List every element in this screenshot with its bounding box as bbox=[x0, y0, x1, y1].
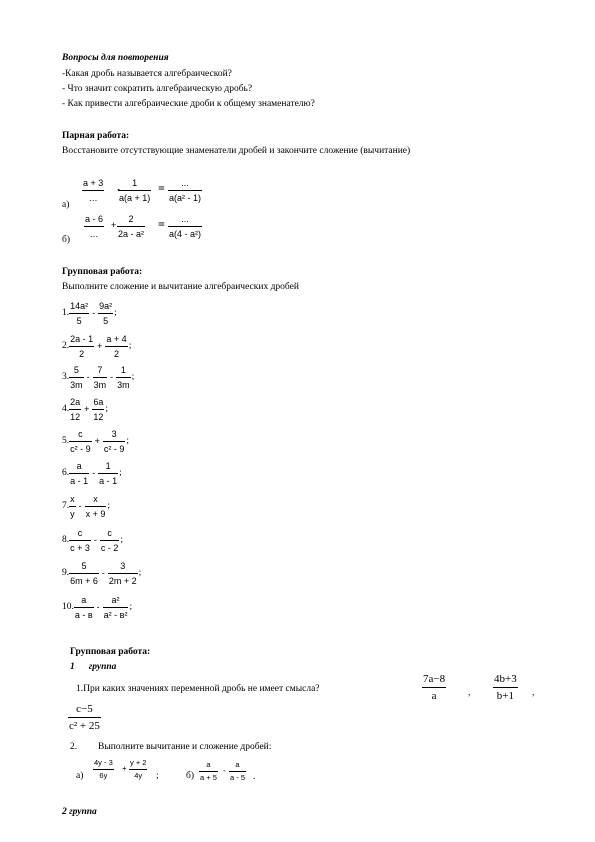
fraction bbox=[98, 301, 113, 326]
task-1-fraction-2 bbox=[493, 673, 518, 702]
numerator: a - 6 bbox=[85, 214, 104, 224]
denominator: 2a - a² bbox=[118, 229, 145, 239]
operator: - bbox=[110, 372, 114, 382]
task-1-fraction-3 bbox=[68, 703, 101, 732]
numerator: a bbox=[81, 594, 87, 605]
numerator: 5 bbox=[81, 560, 87, 571]
numerator: ... bbox=[181, 178, 189, 188]
task-1-fraction-1 bbox=[422, 673, 446, 702]
denominator: 6m + 6 bbox=[70, 575, 98, 586]
denominator: a - 1 bbox=[99, 475, 118, 486]
denominator: c - 2 bbox=[100, 542, 119, 553]
denominator: 2 bbox=[114, 348, 120, 359]
fraction bbox=[69, 397, 81, 422]
task-2a-label: а) bbox=[76, 771, 84, 781]
exercise-number: 9. bbox=[62, 567, 70, 578]
numerator: 3 bbox=[111, 428, 117, 439]
denominator: a(4 - a²) bbox=[169, 229, 202, 239]
exercise-item bbox=[62, 594, 132, 620]
equals-sign: = bbox=[158, 217, 165, 231]
operator: - bbox=[92, 308, 96, 318]
denominator: 5 bbox=[76, 315, 82, 326]
denominator: a - 1 bbox=[70, 475, 89, 486]
equals-sign: = bbox=[158, 181, 165, 195]
semicolon: ; bbox=[156, 771, 159, 781]
denominator: a bbox=[431, 690, 437, 702]
denominator: 12 bbox=[70, 411, 81, 422]
pair-a-label: а) bbox=[62, 200, 70, 210]
semicolon: ; bbox=[107, 500, 111, 511]
fraction bbox=[85, 494, 107, 519]
fraction bbox=[69, 429, 92, 454]
operator: + bbox=[97, 341, 103, 351]
denominator: a + 5 bbox=[200, 773, 217, 782]
task-2b-fraction-2 bbox=[229, 761, 246, 782]
exercise-item bbox=[62, 560, 141, 586]
denominator: a² - в² bbox=[103, 609, 128, 620]
semicolon: ; bbox=[129, 601, 133, 612]
group-1-label: группа bbox=[88, 662, 117, 672]
numerator: c bbox=[77, 527, 83, 538]
pair-a-result-fraction bbox=[168, 178, 202, 203]
numerator: 7a−8 bbox=[423, 673, 446, 685]
pair-b-label: б) bbox=[62, 235, 70, 245]
operator: - bbox=[117, 184, 120, 194]
group-work-task: Выполните сложение и вычитание алгебраических дробей bbox=[62, 282, 299, 292]
denominator: … bbox=[88, 193, 98, 203]
denominator: a(a² - 1) bbox=[169, 193, 202, 203]
numerator: a bbox=[206, 760, 211, 769]
denominator: c² - 9 bbox=[103, 443, 125, 454]
numerator: 7 bbox=[97, 364, 103, 375]
exercise-number: 3. bbox=[62, 371, 70, 382]
comma: , bbox=[468, 688, 471, 698]
fraction bbox=[98, 461, 118, 486]
fraction bbox=[100, 528, 120, 553]
pair-work-task: Восстановите отсутствующие знаменатели дробей и закончите сложение (вычитание) bbox=[62, 146, 411, 156]
denominator: 3m bbox=[117, 379, 130, 390]
denominator: 5 bbox=[103, 315, 109, 326]
denominator: 4y bbox=[134, 771, 143, 780]
task-2b-fraction-1 bbox=[199, 761, 218, 782]
numerator: 1 bbox=[132, 178, 138, 188]
numerator: 3 bbox=[120, 560, 126, 571]
fraction bbox=[108, 561, 138, 586]
numerator: y + 2 bbox=[130, 758, 147, 767]
numerator: ... bbox=[181, 214, 189, 224]
review-question-3: - Как привести алгебраические дроби к общему знаменателю? bbox=[62, 99, 315, 109]
numerator: a + 4 bbox=[106, 333, 127, 344]
denominator: c² + 25 bbox=[69, 720, 100, 732]
denominator: c + 3 bbox=[70, 542, 90, 553]
fraction bbox=[103, 429, 126, 454]
operator: - bbox=[93, 535, 97, 545]
exercise-number: 4. bbox=[62, 403, 70, 414]
exercise-item bbox=[62, 300, 117, 326]
semicolon: ; bbox=[138, 567, 142, 578]
pair-b-fraction-1 bbox=[84, 214, 104, 239]
fraction bbox=[69, 301, 89, 326]
exercise-item bbox=[62, 364, 134, 390]
fraction bbox=[105, 334, 127, 359]
numerator: 4b+3 bbox=[494, 673, 517, 685]
fraction bbox=[69, 334, 94, 359]
fraction bbox=[69, 494, 76, 519]
operator: - bbox=[223, 766, 226, 775]
numerator: 4y - 3 bbox=[94, 758, 113, 767]
operator: + bbox=[94, 436, 100, 446]
denominator: y bbox=[70, 508, 75, 519]
operator: - bbox=[86, 372, 90, 382]
group-work-title: Групповая работа: bbox=[62, 267, 143, 277]
numerator: 1 bbox=[120, 364, 126, 375]
numerator: a bbox=[76, 460, 82, 471]
operator: + bbox=[84, 404, 90, 414]
numerator: 14a² bbox=[70, 300, 89, 311]
denominator: 3m bbox=[93, 379, 107, 390]
review-question-2: - Что значит сократить алгебраическую дробь? bbox=[62, 84, 253, 94]
fraction bbox=[69, 461, 89, 486]
group-2-heading: 2 группа bbox=[62, 807, 97, 817]
exercise-item bbox=[62, 333, 131, 359]
exercise-item bbox=[62, 396, 108, 422]
denominator: … bbox=[89, 229, 99, 239]
exercise-number: 6. bbox=[62, 467, 70, 478]
task-2b-label: б) bbox=[186, 771, 194, 781]
operator: - bbox=[92, 468, 96, 478]
fraction bbox=[116, 365, 131, 390]
fraction bbox=[69, 561, 99, 586]
denominator: a(a + 1) bbox=[119, 193, 151, 203]
semicolon: ; bbox=[128, 340, 132, 351]
pair-b-fraction-2 bbox=[117, 214, 145, 239]
numerator: 5 bbox=[73, 364, 79, 375]
exercise-number: 1. bbox=[62, 307, 70, 318]
exercise-number: 7. bbox=[62, 500, 70, 511]
semicolon: ; bbox=[126, 435, 130, 446]
task-2a-fraction-2 bbox=[129, 759, 147, 780]
fraction bbox=[69, 528, 91, 553]
numerator: c bbox=[107, 527, 112, 538]
task-2a-fraction-1 bbox=[93, 759, 114, 780]
numerator: a + 3 bbox=[83, 178, 104, 188]
semicolon: ; bbox=[105, 403, 109, 414]
fraction bbox=[93, 365, 108, 390]
task-2-number: 2. bbox=[70, 742, 78, 752]
numerator: 1 bbox=[105, 460, 111, 471]
group-1-number: 1 bbox=[70, 662, 75, 672]
numerator: a bbox=[235, 760, 240, 769]
numerator: x bbox=[70, 493, 75, 504]
pair-b-result-fraction bbox=[168, 214, 202, 239]
denominator: 12 bbox=[93, 411, 104, 422]
fraction bbox=[92, 397, 104, 422]
period: . bbox=[253, 772, 256, 782]
semicolon: ; bbox=[120, 534, 124, 545]
exercise-item bbox=[62, 428, 129, 454]
denominator: x + 9 bbox=[85, 508, 106, 519]
pair-work-title: Парная работа: bbox=[62, 131, 130, 141]
exercise-number: 8. bbox=[62, 534, 70, 545]
numerator: 2a bbox=[70, 396, 81, 407]
operator: + bbox=[122, 764, 127, 773]
denominator: 6y bbox=[99, 771, 108, 780]
fraction bbox=[74, 595, 94, 620]
exercise-number: 10. bbox=[62, 601, 74, 612]
group-work-2-title: Групповая работа: bbox=[70, 647, 151, 657]
fraction bbox=[69, 365, 84, 390]
operator: - bbox=[96, 602, 100, 612]
numerator: a² bbox=[111, 594, 120, 605]
numerator: 2 bbox=[128, 214, 134, 224]
task-1-text: 1.При каких значениях переменной дробь не имеет смысла? bbox=[76, 684, 320, 694]
exercise-number: 5. bbox=[62, 435, 70, 446]
numerator: 6a bbox=[93, 396, 104, 407]
semicolon: ; bbox=[114, 307, 117, 318]
exercise-item bbox=[62, 493, 110, 519]
numerator: c−5 bbox=[76, 703, 93, 715]
fraction bbox=[103, 595, 129, 620]
numerator: c bbox=[78, 428, 83, 439]
denominator: b+1 bbox=[496, 690, 514, 702]
review-question-1: -Какая дробь называется алгебраической? bbox=[62, 69, 232, 79]
numerator: x bbox=[93, 493, 98, 504]
numerator: 2a - 1 bbox=[70, 333, 94, 344]
task-2-text: Выполните вычитание и сложение дробей: bbox=[98, 742, 272, 752]
operator: - bbox=[101, 568, 105, 578]
numerator: 9a² bbox=[99, 300, 113, 311]
denominator: 2 bbox=[79, 348, 85, 359]
pair-a-fraction-2 bbox=[118, 178, 151, 203]
semicolon: ; bbox=[119, 467, 122, 478]
exercise-item bbox=[62, 527, 123, 553]
exercise-number: 2. bbox=[62, 340, 70, 351]
denominator: 2m + 2 bbox=[108, 575, 137, 586]
pair-a-fraction-1 bbox=[82, 178, 104, 203]
review-title: Вопросы для повторения bbox=[62, 53, 169, 63]
denominator: c² - 9 bbox=[70, 443, 91, 454]
operator: - bbox=[78, 501, 82, 511]
denominator: 3m bbox=[70, 379, 83, 390]
operator: + bbox=[111, 220, 117, 230]
denominator: a - в bbox=[74, 609, 93, 620]
denominator: a - 5 bbox=[230, 773, 246, 782]
group-1-heading bbox=[70, 662, 116, 673]
comma: , bbox=[532, 688, 535, 698]
semicolon: ; bbox=[131, 371, 135, 382]
exercise-item bbox=[62, 460, 122, 486]
